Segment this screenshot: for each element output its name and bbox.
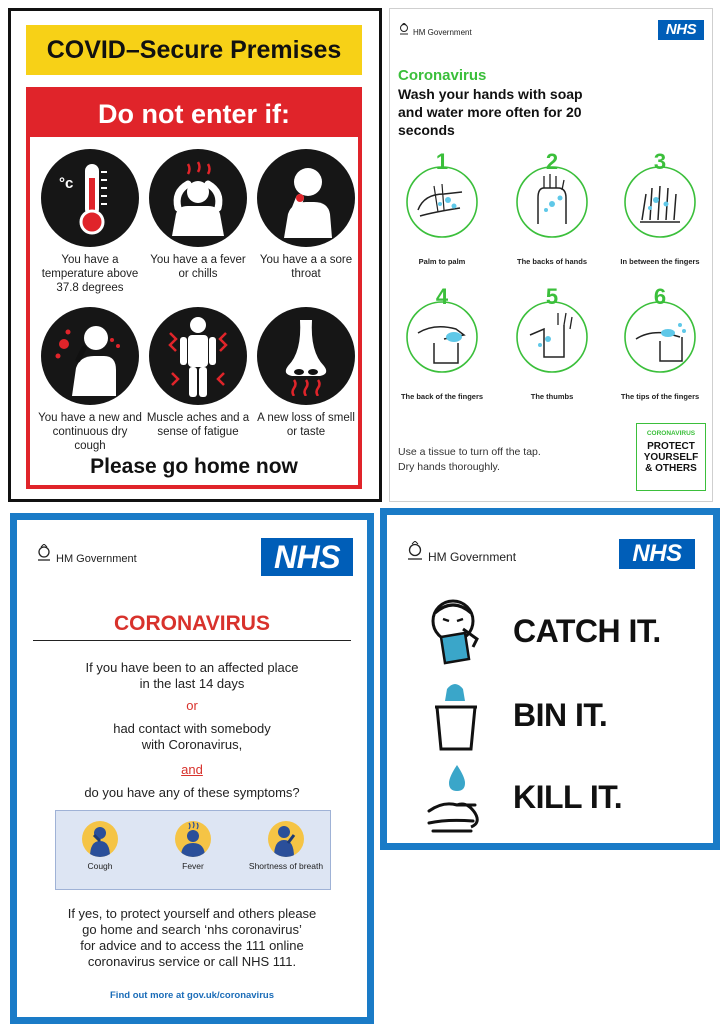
- org-name: HM Government: [56, 553, 137, 565]
- or-text: or: [186, 698, 198, 713]
- step-label: Palm to palm: [418, 257, 466, 266]
- nhs-logo: NHS: [261, 538, 353, 576]
- symptom-label: Fever: [182, 861, 204, 871]
- cough-icon: [82, 821, 118, 857]
- symptom-fever: [144, 149, 252, 281]
- text-line-5: do you have any of these symptoms?: [84, 785, 300, 800]
- catch-bin-kill-poster: [380, 508, 720, 850]
- thumbs-icon: [514, 299, 590, 375]
- bin-it-text: BIN IT.: [513, 697, 608, 733]
- symptom-label: Cough: [87, 861, 113, 871]
- text-line-4: with Coronavirus,: [141, 737, 243, 752]
- fingertips-icon: [622, 299, 698, 375]
- coronavirus-symptoms-poster: [10, 513, 374, 1024]
- symptom-shortness-of-breath: [246, 821, 326, 871]
- advice-line-3: for advice and to access the 111 online: [80, 938, 304, 953]
- symptom-muscle-aches: [144, 307, 252, 439]
- tissue-line-2: Dry hands thoroughly.: [398, 461, 500, 473]
- symptom-temperature: [36, 149, 144, 295]
- symptom-caption: You have a a sore throat: [259, 254, 353, 280]
- thermometer-icon: [41, 149, 139, 247]
- symptom-caption: Muscle aches and a sense of fatigue: [146, 412, 250, 438]
- advice-line-1: If yes, to protect yourself and others please: [67, 906, 317, 921]
- back-of-fingers-icon: [404, 299, 480, 375]
- kicker: Coronavirus: [398, 67, 487, 84]
- kill-it-text: KILL IT.: [513, 779, 623, 815]
- breathing-icon: [268, 821, 304, 857]
- sneeze-tissue-icon: [423, 593, 489, 667]
- org-name: HM Government: [428, 550, 517, 564]
- symptom-cough: [36, 307, 144, 453]
- nhs-logo: NHS: [658, 20, 704, 40]
- nhs-logo: NHS: [619, 539, 695, 569]
- symptom-cough: [60, 821, 140, 871]
- symptom-sore-throat: [252, 149, 360, 281]
- hand-wash-drop-icon: [423, 761, 489, 835]
- poster-title: CORONAVIRUS: [114, 612, 270, 635]
- step-1: [390, 149, 494, 266]
- hm-government-logo: [35, 544, 137, 565]
- fever-person-icon: [149, 149, 247, 247]
- fever-icon: [175, 821, 211, 857]
- text-line-2: in the last 14 days: [139, 676, 245, 691]
- muscle-ache-icon: [149, 307, 247, 405]
- protect-kicker: CORONAVIRUS: [646, 430, 696, 437]
- hm-government-logo: [398, 23, 472, 37]
- divider: [33, 640, 351, 641]
- step-number: 5: [545, 284, 559, 309]
- royal-crest-icon: [398, 23, 410, 37]
- protect-line-3: & OTHERS: [645, 463, 697, 474]
- red-frame: [26, 87, 362, 489]
- cough-icon: [41, 307, 139, 405]
- do-not-enter-banner: Do not enter if:: [30, 91, 358, 137]
- protect-line-1: PROTECT: [647, 441, 695, 452]
- and-text: and: [181, 762, 203, 777]
- symptoms-box: [55, 810, 331, 890]
- step-6: [608, 284, 712, 401]
- covid-secure-poster: [8, 8, 382, 502]
- text-line-3: had contact with somebody: [113, 721, 271, 736]
- palm-to-palm-icon: [404, 164, 480, 240]
- step-number: 3: [653, 149, 667, 174]
- thermo-unit: °c: [59, 175, 74, 192]
- advice-line-2: go home and search ‘nhs coronavirus’: [82, 922, 302, 937]
- symptom-caption: You have a new and continuous dry cough: [38, 412, 142, 452]
- handwashing-poster: [389, 8, 713, 502]
- symptom-caption: You have a a fever or chills: [150, 254, 246, 280]
- protect-line-2: YOURSELF: [643, 452, 699, 463]
- symptom-caption: A new loss of smell or taste: [257, 412, 355, 438]
- go-home-footer: Please go home now: [90, 455, 298, 478]
- step-number: 4: [435, 284, 449, 309]
- org-name: HM Government: [413, 28, 472, 37]
- step-label: The back of the fingers: [400, 392, 484, 401]
- step-2: [500, 149, 604, 266]
- step-4: [390, 284, 494, 401]
- symptom-smell-loss: [252, 307, 360, 439]
- step-label: The tips of the fingers: [620, 392, 700, 401]
- hm-government-logo: [405, 541, 516, 564]
- step-number: 6: [653, 284, 667, 309]
- symptom-caption: You have a temperature above 37.8 degrees: [41, 254, 139, 294]
- tissue-line-1: Use a tissue to turn off the tap.: [398, 446, 541, 458]
- poster-title: COVID–Secure Premises: [26, 25, 362, 75]
- step-3: [608, 149, 712, 266]
- royal-crest-icon: [405, 541, 425, 564]
- catch-it-text: CATCH IT.: [513, 613, 661, 649]
- step-5: [500, 284, 604, 401]
- step-label: The backs of hands: [516, 257, 588, 266]
- royal-crest-icon: [35, 544, 53, 565]
- text-line-1: If you have been to an affected place: [85, 660, 299, 675]
- nose-icon: [257, 307, 355, 405]
- headline: Wash your hands with soap and water more often for 20 seconds: [398, 86, 583, 138]
- tissue-note: [398, 445, 541, 475]
- sore-throat-icon: [257, 149, 355, 247]
- step-label: In between the fingers: [620, 257, 700, 266]
- step-number: 1: [435, 149, 449, 174]
- symptom-label: Shortness of breath: [248, 861, 324, 871]
- bin-icon: [433, 679, 479, 753]
- symptom-fever: [153, 821, 233, 871]
- find-out-more-link[interactable]: Find out more at gov.uk/coronavirus: [110, 990, 274, 1001]
- between-fingers-icon: [622, 164, 698, 240]
- protect-yourself-badge: [636, 423, 706, 491]
- step-number: 2: [545, 149, 559, 174]
- backs-of-hands-icon: [514, 164, 590, 240]
- step-label: The thumbs: [530, 392, 574, 401]
- advice-line-4: coronavirus service or call NHS 111.: [87, 954, 297, 969]
